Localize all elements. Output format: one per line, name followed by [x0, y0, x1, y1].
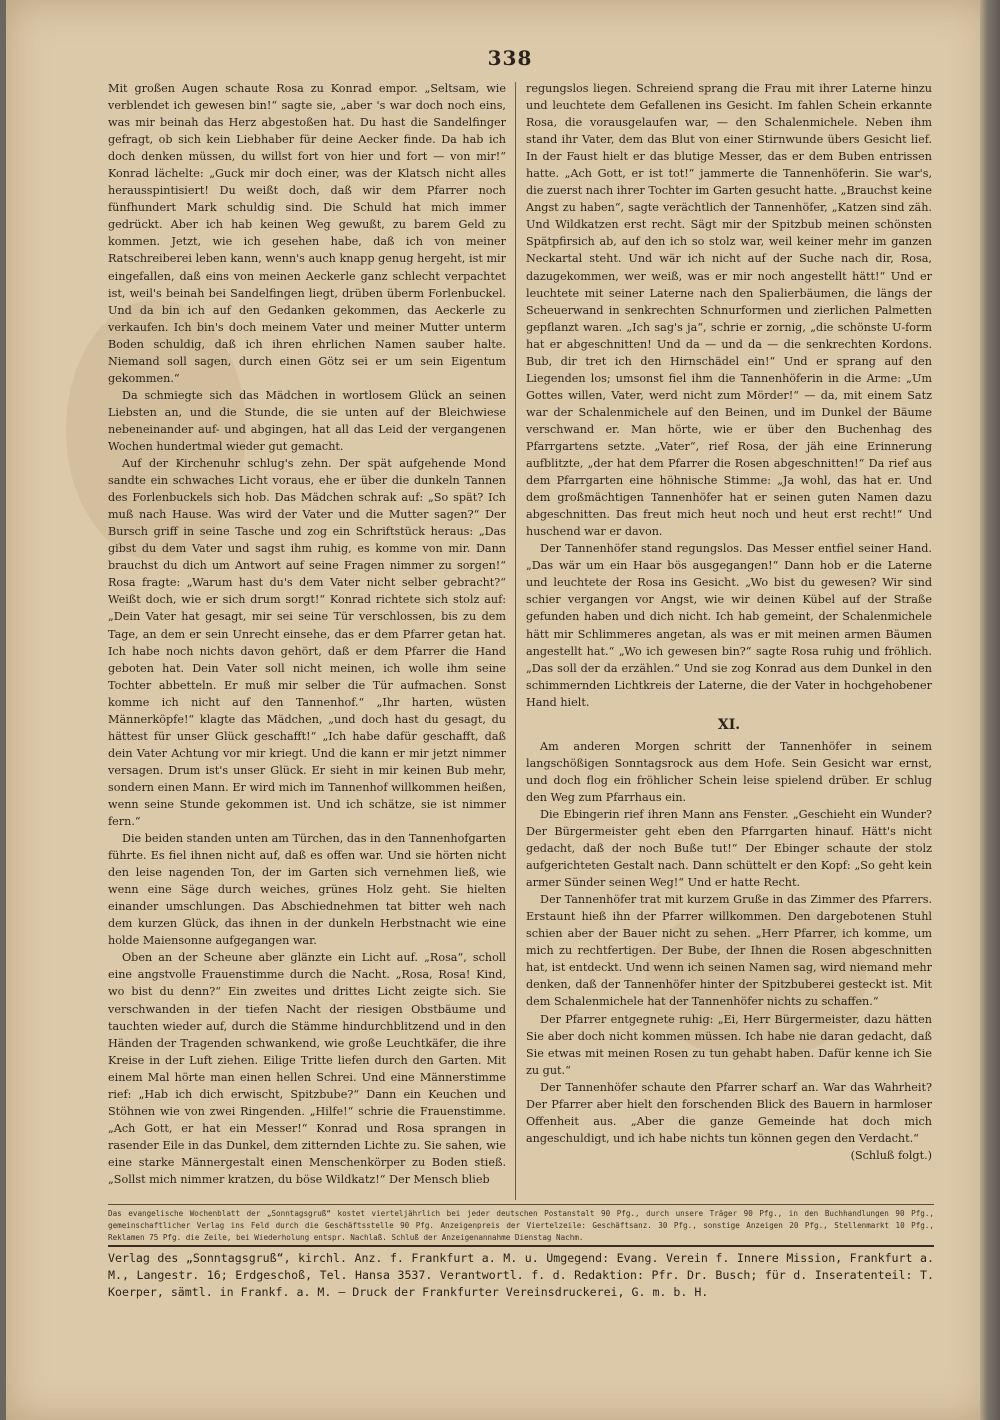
footer-rule — [108, 1204, 934, 1205]
paragraph: Der Tannenhöfer schaute den Pfarrer scharf an. War das Wahrheit? Der Pfarrer aber hielt den forschenden Blick des Bauern in harmloser Offenheit aus. „Aber die ganze Gemeinde hat doch mich angeschuldigt, und ich habe nichts tun können gegen den Verdacht.“ — [526, 1080, 932, 1145]
publisher-imprint: Verlag des „Sonntagsgruß“, kirchl. Anz. f. Frankfurt a. M. u. Umgegend: Evang. Verein f. Innere Mission, Frankfurt a. M., Langestr. 16; Erdgeschoß, Tel. Hansa 3537. Verantwortl. f. d. Redaktion: Pfr. Dr. Busch; für d. Inseratenteil: T. Koerper, sämtl. in Frankf. a. M. — Druck der Frankfurter Vereinsdruckerei, G. m. b. H. — [108, 1251, 934, 1299]
page-number: 338 — [487, 46, 533, 70]
paragraph: Am anderen Morgen schritt der Tannenhöfer in seinem langschößigen Sonntagsrock aus dem Hofe. Sein Gesicht war ernst, und doch flog ein fröhlicher Schein leise spielend drüber. Er schlug den Weg zum Pfarrhaus ein. — [526, 739, 932, 804]
paragraph: Der Pfarrer entgegnete ruhig: „Ei, Herr Bürgermeister, dazu hätten Sie aber doch nicht kommen müssen. Ich habe nie daran gedacht, daß Sie etwas mit meinen Rosen zu tun gehabt haben. Dafür kenne ich Sie zu gut.“ — [526, 1012, 932, 1077]
left-column — [108, 80, 506, 1188]
paragraph: Die beiden standen unten am Türchen, das in den Tannenhofgarten führte. Es fiel ihnen nicht auf, daß es offen war. Und sie hörten nicht den leise nagenden Ton, der im Garten sich vernehmen ließ, wie wenn eine Säge durch weiches, grünes Holz geht. Sie hielten einander umschlungen. Das Abschiednehmen tat bitter weh nach dem kurzen Glück, das ihnen in der dunkeln Herbstnacht wie eine holde Maiensonne aufgegangen war. — [108, 832, 506, 948]
paragraph: regungslos liegen. Schreiend sprang die Frau mit ihrer Laterne hinzu und leuchtete dem Gefallenen ins Gesicht. Im fahlen Schein erkannte Rosa, die vorausgelaufen war, — den Schalenmichele. Neben ihm stand ihr Vater, dem das Blut von einer Stirnwunde übers Gesicht lief. In der Faust hielt er das blutige Messer, das er dem Buben entrissen hatte. „Ach Gott, er ist tot!“ jammerte die Tannenhöferin. Sie war's, die zuerst nach ihrer Tochter im Garten gesucht hatte. „Brauchst keine Angst zu haben“, sagte verächtlich der Tannenhöfer, „Katzen sind zäh. Und Wildkatzen erst recht. Sägt mir der Spitzbub meinen schönsten Spätpfirsich ab, auf den ich so stolz war, weil keiner mehr im ganzen Neckartal steht. Und wär ich nicht auf der Suche nach dir, Rosa, dazugekommen, wer weiß, was er mir noch angestellt hätt!“ Und er leuchtete mit seiner Laterne nach den Spalierbäumen, die längs der Scheuerwand in senkrechten Schnurformen und zierlichen Palmetten gepflanzt waren. „Ich sag's ja“, schrie er zornig, „die schönste U-form hat er abgeschnitten! Und da — und da — die senkrechten Kordons. Bub, dir tret ich den Hirnschädel ein!“ Und er sprang auf den Liegenden los; umsonst fiel ihm die Tannenhöferin in die Arme: „Um Gottes willen, Vater, werd nicht zum Mörder!“ — da, mit einem Satz war der Schalenmichele auf den Beinen, und im Dunkel der Bäume verschwand er. Man hörte, wie er über den Buchenhag des Pfarrgartens setzte. „Vater“, rief Rosa, der jäh eine Erinnerung aufblitzte, „der hat dem Pfarrer die Rosen abgeschnitten!“ Da rief aus dem Pfarrgarten eine höhnische Stimme: „Ja wohl, das hat er. Und dem großmächtigen Tannenhöfer hat er seinen guten Namen dazu abgeschnitten. Das freut mich heut noch und heut erst recht!“ Und huschend war er davon. — [526, 82, 932, 539]
paragraph: Der Tannenhöfer trat mit kurzem Gruße in das Zimmer des Pfarrers. Erstaunt hieß ihn der Pfarrer willkommen. Den dargebotenen Stuhl schien aber der Bauer nicht zu sehen. „Herr Pfarrer, ich komme, um mich zu rechtfertigen. Der Bube, der Ihnen die Rosen abgeschnitten hat, ist entdeckt. Und wenn ich seinen Namen sag, wird niemand mehr denken, daß der Tannenhöfer hinter der Spitzbuberei gesteckt ist. Mit dem Schalenmichele hat der Tannenhöfer nichts zu schaffen.“ — [526, 893, 932, 1009]
paragraph: Mit großen Augen schaute Rosa zu Konrad empor. „Seltsam, wie verblendet ich gewesen bin!“ sagte sie, „aber 's war doch noch eins, was mir beinah das Herz abgestoßen hat. Du hast die Sandelfinger gefragt, ob sich kein Liebhaber für deine Aecker finde. Da hab ich doch denken müssen, du willst fort von hier und fort — von mir!“ Konrad lächelte: „Guck mir doch einer, was der Klatsch nicht alles herausspintisiert! Du weißt doch, daß wir dem Pfarrer noch fünfhundert Mark schuldig sind. Die Schuld hat mich immer gedrückt. Aber ich hab keinen Weg gewußt, zu barem Geld zu kommen. Jetzt, wie ich gesehen habe, daß ich von meiner Ratschreiberei leben kann, wenn's auch knapp genug hergeht, ist mir eingefallen, daß eins von meinen Aeckerle ganz schlecht verpachtet ist, weil's beinah bei Sandelfingen liegt, drüben überm Forlenbuckel. Und da bin ich auf den Gedanken gekommen, das Aeckerle zu verkaufen. Ich bin's doch meinem Vater und meiner Mutter unterm Boden schuldig, daß ich ihren ehrlichen Namen sauber halte. Niemand soll sagen, durch einen Götz sei er um sein Eigentum gekommen.“ — [108, 82, 506, 385]
continuation-note: (Schluß folgt.) — [850, 1148, 932, 1162]
paragraph: Oben an der Scheune aber glänzte ein Licht auf. „Rosa“, scholl eine angstvolle Frauenstimme durch die Nacht. „Rosa, Rosa! Kind, wo bist du denn?“ Ein zweites und drittes Licht zeigte sich. Sie verschwanden in der tiefen Nacht der riesigen Obstbäume und tauchten wieder auf, durch die Stämme hindurchblitzend und in den Händen der Tragenden schwankend, wie große Leuchtkäfer, die ihre Kreise in der Luft ziehen. Eilige Tritte liefen durch den Garten. Mit einem Mal hörte man einen hellen Schrei. Und eine Männerstimme rief: „Hab ich dich erwischt, Spitzbube?“ Dann ein Keuchen und Stöhnen wie von zwei Ringenden. „Hilfe!“ schrie die Frauenstimme. „Ach Gott, er hat ein Messer!“ Konrad und Rosa sprangen in rasender Eile in das Dunkel, dem zitternden Lichte zu. Sie sahen, wie eine starke Männergestalt einen Menschenkörper zu Boden stieß. „Sollst mich nimmer kratzen, du böse Wildkatz!“ Der Mensch blieb — [108, 951, 506, 1186]
paragraph: Da schmiegte sich das Mädchen in wortlosem Glück an seinen Liebsten an, und die Stunde, die sie unten auf der Bleichwiese nebeneinander auf- und abgingen, hat all das Leid der vergangenen Wochen hundertmal wieder gut gemacht. — [108, 388, 506, 453]
column-divider — [515, 82, 516, 1200]
subscription-fine-print: Das evangelische Wochenblatt der „Sonntagsgruß“ kostet vierteljährlich bei jeder deutschen Postanstalt 90 Pfg., durch unsere Träger 90 Pfg., in den Buchhandlungen 90 Pfg., gemeinschaftlicher Verlag ins Feld durch die Geschäftsstelle 90 Pfg. Anzeigenpreis der Viertelzeile: Geschäftsanz. 30 Pfg., sonstige Anzeigen 20 Pfg., Stellenmarkt 10 Pfg., Reklamen 75 Pfg. die Zeile, bei Wiederholung entspr. Nachlaß. Schluß der Anzeigenannahme Dienstag Nachm. — [108, 1209, 934, 1242]
imprint-rule — [108, 1245, 934, 1247]
book-edge — [980, 0, 1000, 1420]
paragraph: Der Tannenhöfer stand regungslos. Das Messer entfiel seiner Hand. „Das wär um ein Haar bös ausgegangen!“ Dann hob er die Laterne und leuchtete der Rosa ins Gesicht. „Wo bist du gewesen? Wir sind schier vergangen vor Angst, wie wir deinen Kübel auf der Straße gefunden haben und dich nicht. Ich hab gemeint, der Schalenmichele hätt mir Schlimmeres angetan, als was er mit meinen armen Bäumen angestellt hat.“ „Wo ich gewesen bin?“ sagte Rosa ruhig und fröhlich. „Das soll der da erzählen.“ Und sie zog Konrad aus dem Dunkel in den schimmernden Lichtkreis der Laterne, die der Vater in hochgehobener Hand hielt. — [526, 542, 932, 709]
paragraph: Die Ebingerin rief ihren Mann ans Fenster. „Geschieht ein Wunder? Der Bürgermeister geht eben den Pfarrgarten hinauf. Hätt's nicht gedacht, daß der noch Buße tut!“ Der Ebinger schaute der stolz aufgerichteten Gestalt nach. Dann schüttelt er den Kopf: „So geht kein armer Sünder seinen Weg!“ Und er hatte Recht. — [526, 807, 932, 890]
paragraph: Auf der Kirchenuhr schlug's zehn. Der spät aufgehende Mond sandte ein schwaches Licht voraus, ehe er über die dunkeln Tannen des Forlenbuckels sich hob. Das Mädchen schrak auf: „So spät? Ich muß nach Hause. Was wird der Vater und die Mutter sagen?“ Der Bursch griff in seine Tasche und zog ein Schriftstück heraus: „Das gibst du dem Vater und sagst ihm ruhig, es komme von mir. Dann brauchst du dich um Antwort auf seine Fragen nimmer zu sorgen!“ Rosa fragte: „Warum hast du's dem Vater nicht selber gebracht?“ Weißt doch, wie er sich drum sorgt!“ Konrad richtete sich stolz auf: „Dein Vater hat gesagt, mir sei seine Tür verschlossen, bis zu dem Tage, an dem er sein Unrecht einsehe, das er dem Pfarrer getan hat. Ich habe noch nichts davon gehört, daß er dem Pfarrer die Hand geboten hat. Dein Vater soll nicht meinen, ich wolle ihm seine Tochter abbetteln. Er muß mir selber die Tür aufmachen. Sonst komme ich nicht auf den Tannenhof.“ „Ihr harten, wüsten Männerköpfe!“ klagte das Mädchen, „und doch hast du gesagt, du hättest für unser Glück geschafft!“ „Ich habe dafür geschafft, daß dein Vater Achtung vor mir kriegt. Und die kann er mir jetzt nimmer versagen. Drum ist's unser Glück. Er sieht in mir keinen Bub mehr, sondern einen Mann. Er wird mich im Tannenhof willkommen heißen, wenn seine Stunde gekommen ist. Und ich schätze, sie ist nimmer fern.“ — [108, 457, 506, 829]
right-column — [526, 80, 932, 1164]
chapter-heading: XI. — [717, 716, 741, 733]
